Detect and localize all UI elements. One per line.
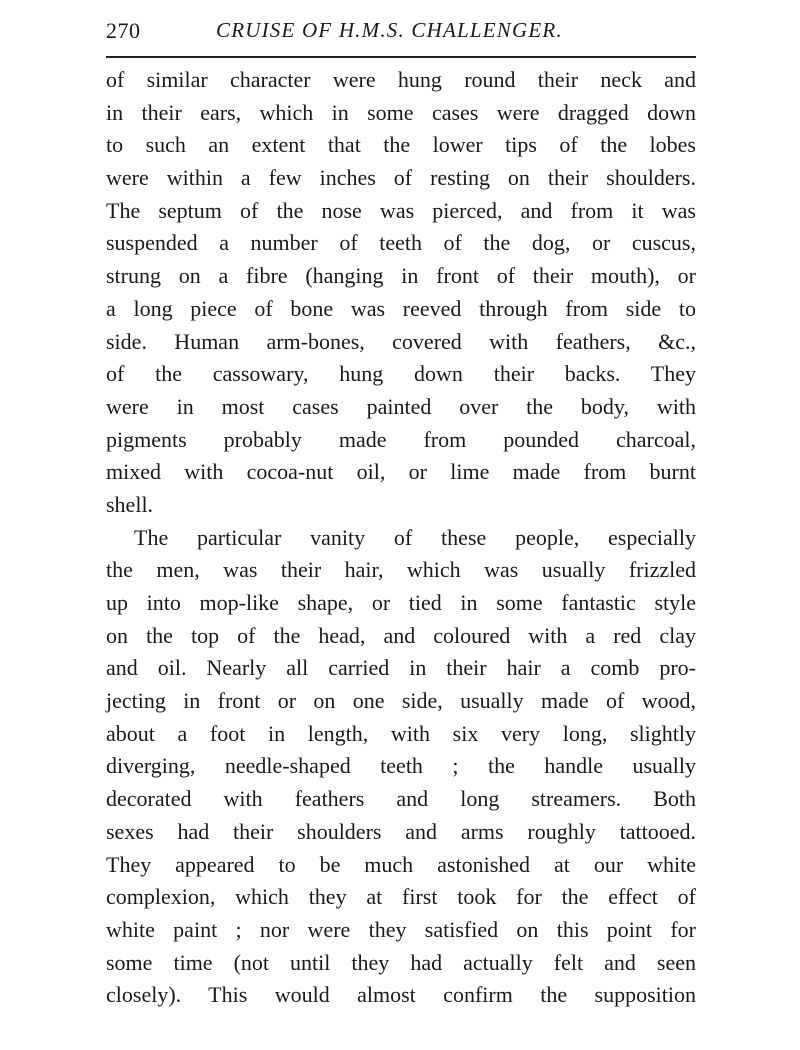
text-line: strung on a fibre (hanging in front of their mouth), or: [106, 263, 696, 289]
text-line: a long piece of bone was reeved through from side to: [106, 295, 696, 321]
text-line: mixed with cocoa-nut oil, or lime made from burnt: [106, 459, 696, 485]
running-title: CRUISE OF H.M.S. CHALLENGER.: [216, 18, 563, 42]
page-header: [106, 18, 694, 48]
text-line: diverging, needle-shaped teeth ; the handle usually: [106, 753, 696, 779]
text-line: They appeared to be much astonished at our white: [106, 851, 696, 877]
page-number: 270: [106, 18, 141, 43]
text-line: the men, was their hair, which was usually frizzled: [106, 557, 696, 583]
text-line: side. Human arm-bones, covered with feathers, &c.,: [106, 328, 696, 354]
text-line: shell.: [106, 491, 154, 517]
text-line: complexion, which they at first took for the effect of: [106, 884, 696, 910]
text-line: of the cassowary, hung down their backs. They: [106, 361, 696, 387]
text-line: of similar character were hung round their neck and: [106, 67, 696, 92]
body-text: [106, 64, 696, 1012]
text-line: The particular vanity of these people, especially: [134, 524, 696, 550]
text-line: white paint ; nor were they satisfied on this point for: [106, 916, 696, 942]
text-line: on the top of the head, and coloured with a red clay: [106, 622, 696, 648]
paragraph-1: [106, 64, 696, 522]
header-rule: [106, 56, 696, 58]
text-line: some time (not until they had actually felt and seen: [106, 949, 696, 975]
text-line: decorated with feathers and long streamers. Both: [106, 786, 696, 812]
text-line: were within a few inches of resting on their shoulders.: [106, 165, 696, 191]
text-line: sexes had their shoulders and arms roughly tattooed.: [106, 818, 696, 844]
text-line: about a foot in length, with six very long, slightly: [106, 720, 696, 746]
text-line: closely). This would almost confirm the supposition: [106, 982, 696, 1008]
text-line: jecting in front or on one side, usually made of wood,: [106, 688, 696, 714]
text-line: and oil. Nearly all carried in their hair a comb pro-: [106, 655, 696, 681]
text-line: The septum of the nose was pierced, and from it was: [106, 197, 696, 223]
text-line: up into mop-like shape, or tied in some fantastic style: [106, 590, 696, 615]
text-line: pigments probably made from pounded charcoal,: [106, 426, 696, 452]
paragraph-2: [106, 522, 696, 1012]
text-line: in their ears, which in some cases were dragged down: [106, 99, 696, 125]
text-line: suspended a number of teeth of the dog, or cuscus,: [106, 230, 696, 256]
text-line: to such an extent that the lower tips of the lobes: [106, 132, 696, 158]
text-line: were in most cases painted over the body, with: [106, 393, 696, 419]
